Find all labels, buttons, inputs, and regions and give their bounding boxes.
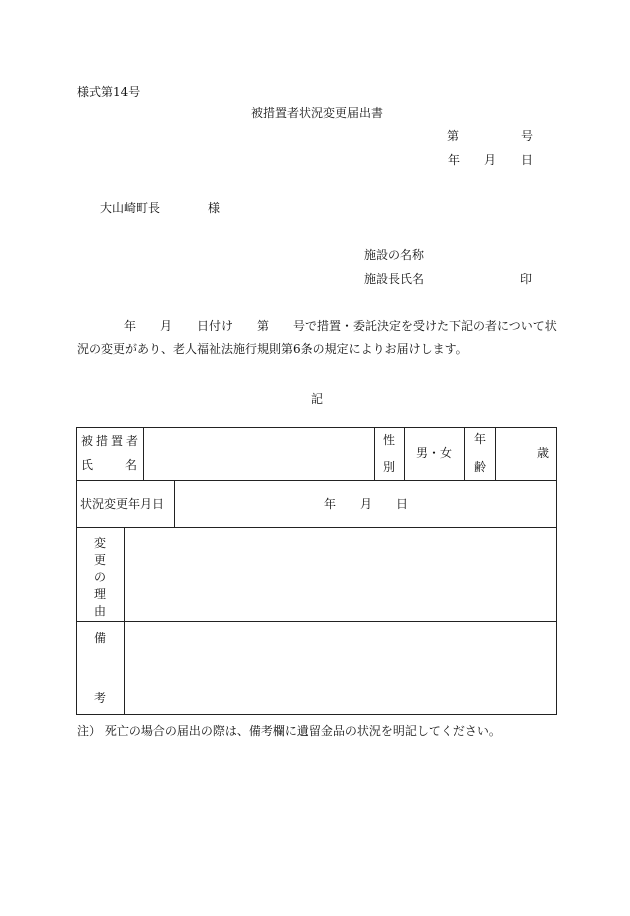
seal-mark: 印	[520, 272, 533, 286]
change-date-day: 日	[396, 497, 409, 511]
remarks-label-top: 備	[94, 631, 107, 645]
sex-label-top: 性	[383, 433, 396, 447]
change-date-year: 年	[324, 497, 337, 511]
body-year: 年	[124, 319, 137, 333]
doc-date-day: 日	[521, 153, 534, 167]
remarks-field[interactable]	[125, 622, 556, 714]
addressee-name: 大山崎町長	[100, 201, 161, 215]
facility-name-label: 施設の名称	[364, 248, 425, 262]
age-cell[interactable]	[496, 428, 536, 480]
footnote: 注） 死亡の場合の届出の際は、備考欄に遺留金品の状況を明記してください。	[77, 724, 501, 738]
document-title: 被措置者状況変更届出書	[251, 106, 384, 120]
change-reason-label: 変 更 の 理 由	[94, 536, 107, 618]
form-number: 様式第14号	[77, 85, 141, 99]
body-date-suffix: 日付け	[197, 319, 234, 333]
sex-label-bottom: 別	[383, 460, 396, 474]
body-line2-text: 況の変更があり、老人福祉法施行規則第6条の規定によりお届けします。	[77, 342, 468, 356]
sex-value[interactable]: 男・女	[416, 446, 453, 460]
doc-number-go: 号	[521, 129, 534, 143]
age-label-bottom: 齢	[474, 460, 487, 474]
age-label-top: 年	[474, 432, 487, 446]
body-month: 月	[160, 319, 173, 333]
director-name-label: 施設長氏名	[364, 272, 425, 286]
change-reason-field[interactable]	[125, 528, 556, 621]
change-date-label: 状況変更年月日	[80, 497, 165, 511]
body-line1-text: 号で措置・委託決定を受けた下記の者について状	[293, 319, 557, 333]
doc-date-month: 月	[484, 153, 497, 167]
subject-name-label-top: 被措置者	[81, 434, 142, 448]
remarks-label-bottom: 考	[94, 691, 107, 705]
subject-name-label-mei: 名	[125, 458, 138, 472]
ki-heading: 記	[311, 392, 324, 406]
subject-name-label-shi: 氏	[81, 458, 94, 472]
doc-number-dai: 第	[447, 129, 460, 143]
subject-name-cell[interactable]	[144, 428, 374, 480]
doc-date-year: 年	[448, 153, 461, 167]
body-dai: 第	[257, 319, 270, 333]
addressee-honorific: 様	[208, 201, 221, 215]
change-date-month: 月	[360, 497, 373, 511]
age-unit: 歳	[537, 446, 550, 460]
